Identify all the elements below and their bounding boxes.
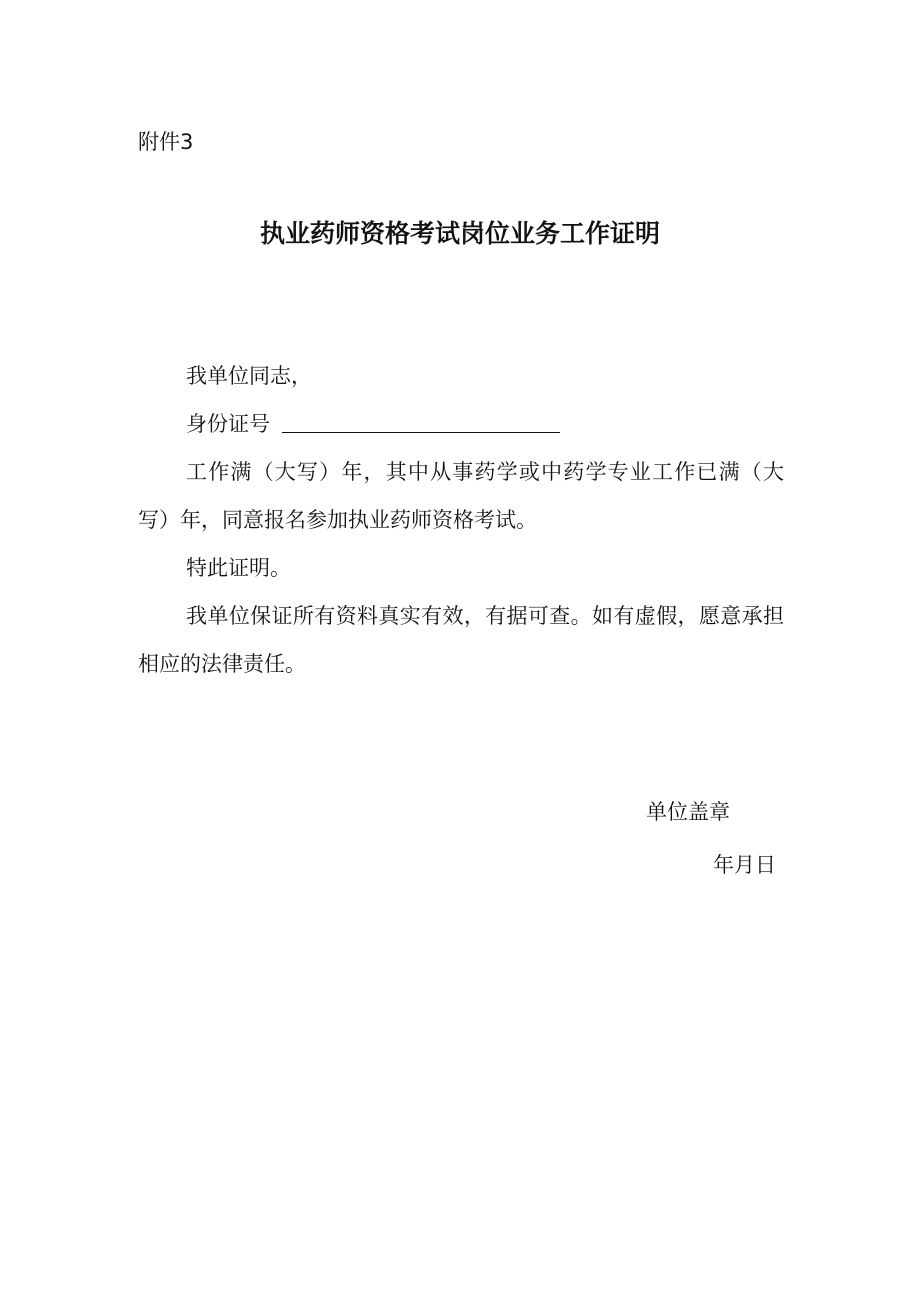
document-title: 执业药师资格考试岗位业务工作证明 [259, 219, 660, 248]
unit-stamp-label: 单位盖章 [646, 800, 730, 824]
date-label: 年月日 [713, 853, 776, 877]
work-years-paragraph: 工作满（大写）年，其中从事药学或中药学专业工作已满（大写）年，同意报名参加执业药师资格考试。 [138, 460, 784, 532]
id-number-blank-line [282, 406, 560, 433]
certify-paragraph: 特此证明。 [186, 556, 291, 580]
guarantee-paragraph: 我单位保证所有资料真实有效，有据可查。如有虚假，愿意承担相应的法律责任。 [138, 604, 784, 676]
attachment-label: 附件3 [138, 130, 194, 154]
intro-paragraph: 我单位同志， [186, 364, 312, 388]
id-number-label: 身份证号 [186, 412, 270, 436]
id-number-paragraph [138, 400, 784, 448]
